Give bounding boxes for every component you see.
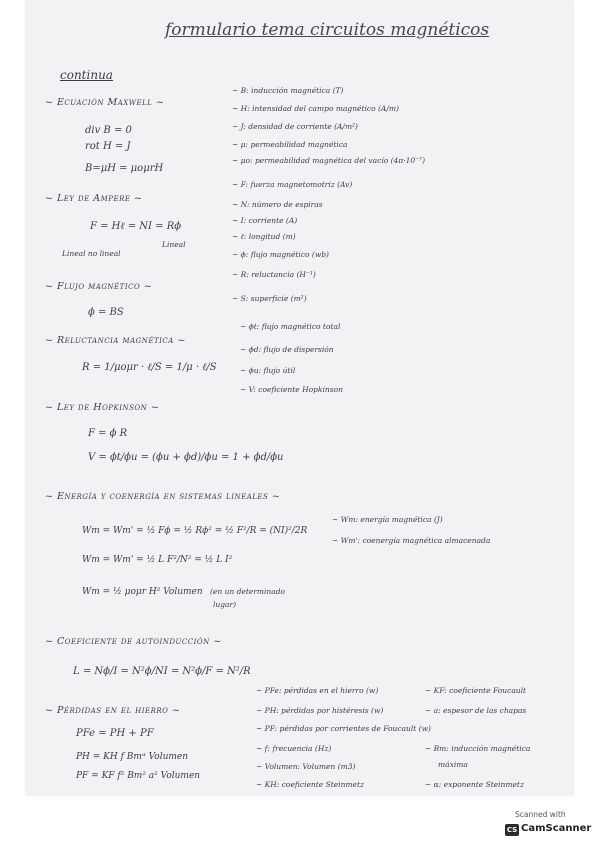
formula-ampere: F = Hℓ = NI = Rϕ [90, 221, 182, 232]
formula-ph: PH = KH f Bmᵅ Volumen [76, 752, 189, 762]
note-determinado: (en un determinado [210, 587, 286, 596]
formula-hopkinson-2: V = ϕt/ϕu = (ϕu + ϕd)/ϕu = 1 + ϕd/ϕu [88, 452, 284, 463]
def-f: ~ f: frecuencia (Hz) [256, 744, 332, 753]
camscanner-label: CamScanner [521, 823, 592, 834]
header-ecuacion-maxwell: ~ Ecuación Maxwell ~ [45, 97, 165, 108]
def-phi: ~ ϕ: flujo magnético (wb) [232, 250, 329, 259]
formula-pfe: PFe = PH + PF [76, 728, 154, 739]
def-j: ~ J: densidad de corriente (A/m²) [232, 122, 358, 131]
page-title: formulario tema circuitos magnéticos [165, 20, 490, 40]
def-a: ~ a: espesor de las chapas [425, 706, 527, 715]
def-r: ~ R: reluctancia (H⁻¹) [232, 270, 316, 279]
def-b: ~ B: inducción magnética (T) [232, 86, 344, 95]
header-perdidas-hierro: ~ Pérdidas en el hierro ~ [45, 705, 181, 716]
formula-reluctancia: R = 1/μoμr · ℓ/S = 1/μ · ℓ/S [82, 362, 217, 373]
formula-rot-h: rot H = J [85, 141, 131, 152]
camscanner-logo-icon: CS [506, 826, 518, 834]
formula-energia-2: Wm = Wm' = ½ L F²/N² = ½ L I² [82, 555, 233, 565]
def-bm-maxima: máxima [438, 760, 468, 769]
formula-pf: PF = KF f² Bm² a² Volumen [76, 771, 201, 781]
formula-hopkinson-1: F = ϕ R [88, 428, 128, 439]
def-i: ~ I: corriente (A) [232, 216, 298, 225]
def-l: ~ ℓ: longitud (m) [232, 232, 296, 241]
def-phi-u: ~ ϕu: flujo útil [240, 366, 296, 375]
formula-energia-1: Wm = Wm' = ½ Fϕ = ½ Rϕ² = ½ F²/R = (NI)²/2R [82, 526, 308, 536]
scanned-with-label: Scanned with [515, 810, 566, 819]
def-s: ~ S: superficie (m²) [232, 294, 307, 303]
def-h: ~ H: intensidad del campo magnético (A/m) [232, 104, 399, 113]
def-kf: ~ KF: coeficiente Foucault [425, 686, 527, 695]
def-v: ~ V: coeficiente Hopkinson [240, 385, 343, 394]
header-energia-coenergia: ~ Energía y coenergía en sistemas lineales ~ [45, 491, 281, 502]
def-phi-d: ~ ϕd: flujo de dispersión [240, 345, 334, 354]
formula-autoinduccion: L = Nϕ/I = N²ϕ/NI = N²ϕ/F = N²/R [73, 666, 251, 677]
header-flujo-magnetico: ~ Flujo magnético ~ [45, 281, 153, 292]
formula-energia-3: Wm = ½ μoμr H² Volumen [82, 587, 203, 597]
formula-b-mu-h: B=μH = μoμrH [85, 163, 164, 174]
note-lineal: Lineal [162, 240, 186, 249]
def-pfe: ~ PFe: pérdidas en el hierro (w) [256, 686, 379, 695]
header-ley-ampere: ~ Ley de Ampere ~ [45, 193, 143, 204]
def-bm: ~ Bm: inducción magnética [425, 744, 531, 753]
def-n: ~ N: número de espiras [232, 200, 323, 209]
note-lineal-no-lineal: Lineal no lineal [62, 249, 121, 258]
header-reluctancia: ~ Reluctancia magnética ~ [45, 335, 186, 346]
formula-flujo: ϕ = BS [88, 307, 124, 318]
continua-label: continua [60, 68, 113, 82]
def-phi-t: ~ ϕt: flujo magnético total [240, 322, 341, 331]
header-ley-hopkinson: ~ Ley de Hopkinson ~ [45, 402, 160, 413]
def-pf: ~ PF: pérdidas por corrientes de Foucault (w) [256, 724, 431, 733]
def-wm-prime: ~ Wm': coenergía magnética almacenada [332, 536, 491, 545]
camscanner-badge [503, 808, 592, 840]
def-alpha: ~ α: exponente Steinmetz [425, 780, 524, 789]
def-fmm: ~ F: fuerza magnetomotriz (Av) [232, 180, 353, 189]
def-ph: ~ PH: pérdidas por histéresis (w) [256, 706, 384, 715]
formula-div-b: div B = 0 [85, 125, 132, 136]
def-mu0: ~ μo: permeabilidad magnética del vacío (4π·10⁻⁷) [232, 156, 426, 165]
note-lugar: lugar) [213, 600, 237, 609]
def-wm: ~ Wm: energía magnética (J) [332, 515, 443, 524]
header-autoinduccion: ~ Coeficiente de autoinducción ~ [45, 636, 222, 647]
def-mu: ~ μ: permeabilidad magnética [232, 140, 348, 149]
def-kh: ~ KH: coeficiente Steinmetz [256, 780, 364, 789]
def-volumen: ~ Volumen: Volumen (m3) [256, 762, 356, 771]
